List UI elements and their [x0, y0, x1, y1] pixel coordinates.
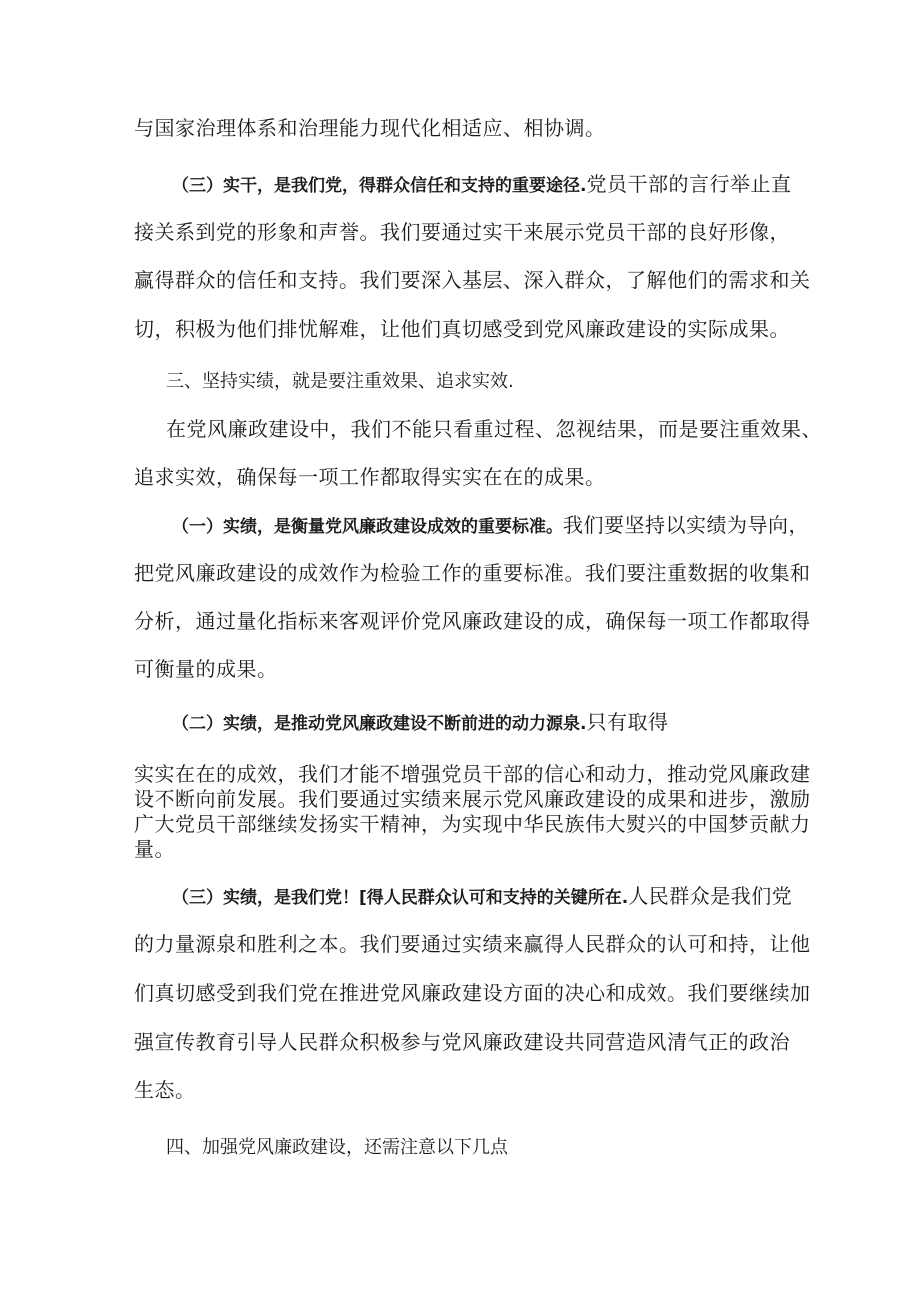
subheading-line: （二）实绩，是推动党风廉政建设不断前进的动力源泉.只有取得: [172, 710, 669, 734]
subheading-line: （三）实干，是我们党，得群众信任和支持的重要途径.党员干部的言行举止直: [172, 172, 792, 196]
text-line: 生态。: [134, 1078, 196, 1102]
text-line: 切，积极为他们排忧解难，让他们真切感受到党风廉政建设的实际成果。: [134, 317, 790, 341]
text-line: 实实在在的成效，我们才能不增强党员干部的信心和动力，推动党风廉政建: [134, 762, 811, 786]
text-line: 们真切感受到我们党在推进党风廉政建设方面的决心和成效。我们要继续加: [134, 981, 811, 1005]
subheading-line: （三）实绩，是我们党！[得人民群众认可和支持的关键所在.人民群众是我们党: [172, 884, 793, 908]
text-line: 量。: [134, 837, 175, 861]
text-line: 与国家治理体系和治理能力现代化相适应、相协调。: [134, 116, 606, 140]
text-line: 设不断向前发展。我们要通过实绩来展示党风廉政建设的成果和进步，激励: [134, 787, 811, 811]
section-heading: 三、坚持实绩，就是要注重效果、追求实效.: [166, 371, 514, 392]
text-line: 的力量源泉和胜利之本。我们要通过实绩来赢得人民群众的认可和持，让他: [134, 932, 811, 956]
text-line: 接关系到党的形象和声誉。我们要通过实干来展示党员干部的良好形像，: [134, 220, 790, 244]
section-heading: 四、加强党风廉政建设，还需注意以下几点: [166, 1137, 508, 1158]
text-line: 追求实效，确保每一项工作都取得实实在在的成果。: [134, 465, 606, 489]
text-line: 分析，通过量化指标来客观评价党风廉政建设的成，确保每一项工作都取得: [134, 609, 811, 633]
subheading-line: （一）实绩，是衡量党风廉政建设成效的重要标准。我们要坚持以实绩为导向，: [172, 513, 809, 537]
text-line: 在党风廉政建设中，我们不能只看重过程、忽视结果，而是要注重效果、: [166, 417, 822, 441]
text-line: 可衡量的成果。: [134, 657, 278, 681]
text-line: 强宣传教育引导人民群众积极参与党风廉政建设共同营造风清气正的政治: [134, 1030, 790, 1054]
text-line: 赢得群众的信任和支持。我们要深入基层、深入群众，了解他们的需求和关: [134, 268, 811, 292]
text-line: 把党风廉政建设的成效作为检验工作的重要标准。我们要注重数据的收集和: [134, 561, 811, 585]
text-line: 广大党员干部继续发扬实干精神，为实现中华民族伟大熨兴的中国梦贡献力: [134, 812, 811, 836]
